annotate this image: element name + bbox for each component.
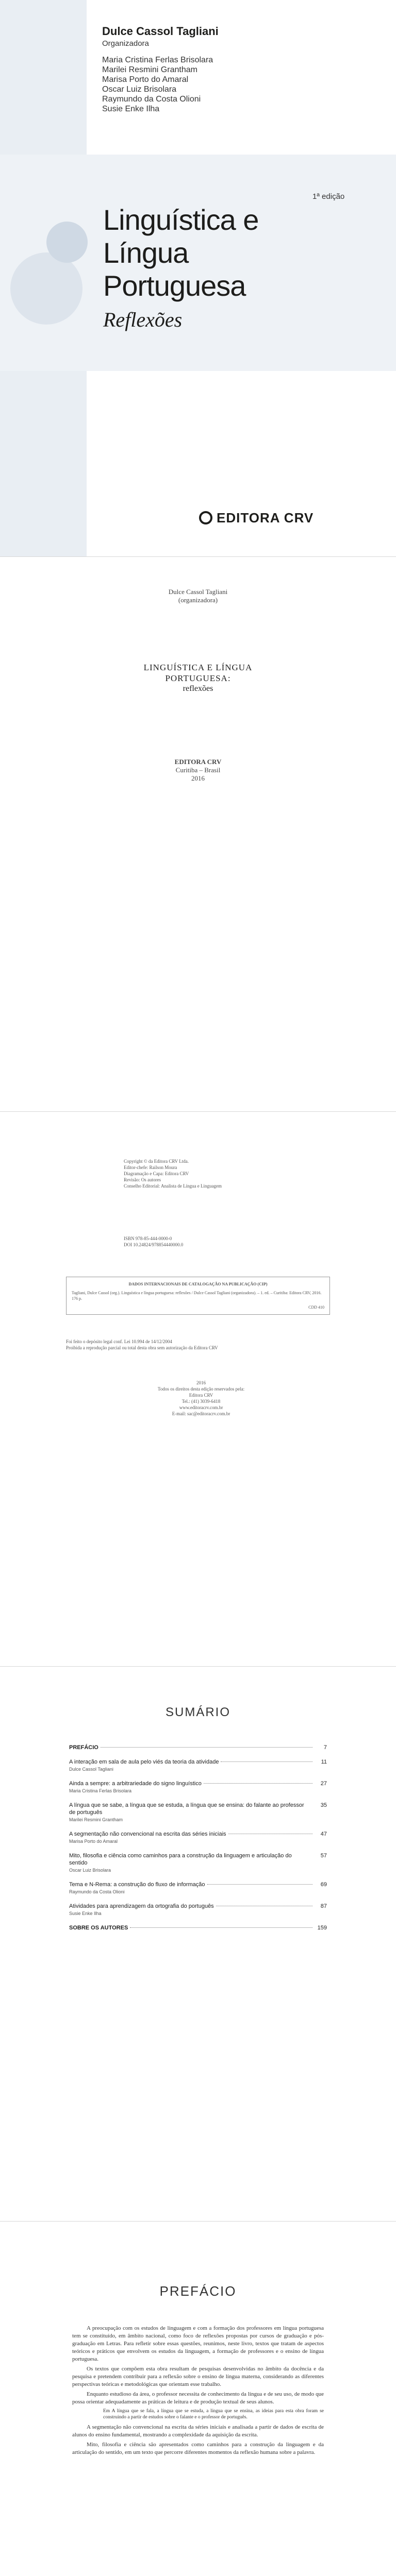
toc-entry-page: 27: [320, 1781, 327, 1787]
credit-line: Diagramação e Capa: Editora CRV: [124, 1171, 189, 1176]
book-cover: [0, 0, 396, 556]
toc-entry[interactable]: [69, 1780, 327, 1794]
coorganizer: Maria Cristina Ferlas Brisolara: [102, 56, 213, 64]
toc-list: [69, 1744, 327, 1939]
title-page-organizer-label: (organizadora): [178, 596, 218, 604]
toc-entry-title: A segmentação não convencional na escrita das séries iniciais: [69, 1831, 226, 1837]
reproduction-notice: Proibida a reprodução parcial ou total desta obra sem autorização da Editora CRV: [66, 1345, 218, 1350]
contact-line: www.editoracrv.com.br: [179, 1405, 223, 1410]
title-page-title-line2: PORTUGUESA:: [165, 673, 231, 683]
toc-entry[interactable]: [69, 1744, 327, 1751]
coorganizer: Raymundo da Costa Olioni: [102, 95, 201, 104]
contact-line: E-mail: sac@editoracrv.com.br: [172, 1411, 230, 1416]
copyright: Copyright © da Editora CRV Ltda.: [124, 1159, 189, 1164]
organizer-label: Organizadora: [102, 39, 149, 48]
toc-entry[interactable]: [69, 1802, 327, 1823]
toc-entry-page: 69: [320, 1882, 327, 1888]
contact-line: Todos os direitos desta edição reservados pela:: [157, 1386, 245, 1392]
preface-paragraph: A preocupação com os estudos de linguagem e com a formação dos professores em língua portuguesa tem se constituído, em âmbito nacional, como foco de reflexões propostas por cursos de graduação e pós-graduação em Letras. Para refletir sobre essas questões, reunimos, neste livro, textos que tratam de aspectos teóricos e práticos que envolvem os estudos da linguagem, a formação de professores e o ensino de língua portuguesa.: [72, 2325, 324, 2362]
coorganizer: Marilei Resmini Grantham: [102, 65, 197, 74]
cover-title-block: [103, 204, 325, 332]
toc-entry[interactable]: [69, 1758, 327, 1773]
preface-paragraph: A segmentação não convencional na escrita da séries iniciais e analisada a partir de dados de escrita de alunos do ensino fundamental, mostrando a complexidade da aquisição da escrita.: [72, 2424, 324, 2438]
credit-line: Editor-chefe: Railson Moura: [124, 1165, 177, 1170]
publisher-logo-icon: [199, 511, 212, 524]
title-page: [0, 557, 396, 1111]
edition-label: 1ª edição: [312, 192, 345, 201]
legal-deposit: Foi feito o depósito legal conf. Lei 10.994 de 14/12/2004: [66, 1339, 172, 1344]
title-page-year: 2016: [191, 774, 205, 782]
title-page-city: Curitiba – Brasil: [175, 766, 221, 774]
toc-entry-author: Maria Cristina Ferlas Brisolara: [69, 1788, 132, 1793]
toc-entry-title: Tema e N-Rema: a construção do fluxo de informação: [69, 1882, 205, 1888]
toc-entry-page: 87: [320, 1903, 327, 1909]
title-page-organizer: Dulce Cassol Tagliani: [168, 588, 228, 596]
toc-entry-title: PREFÁCIO: [69, 1744, 98, 1751]
toc-entry-author: Raymundo da Costa Olioni: [69, 1889, 125, 1894]
toc-entry-author: Susie Enke Ilha: [69, 1911, 102, 1916]
toc-entry-page: 47: [320, 1831, 327, 1837]
preface-quote: Em A língua que se fala, a língua que se estuda, a língua que se ensina, as ideias para esta obra foram se construindo a partir de estudos sobre o falante e o professor de português.: [103, 2409, 324, 2420]
toc-entry-title: A interação em sala de aula pelo viés da teoria da atividade: [69, 1759, 219, 1765]
isbn: ISBN 978-85-444-0000-0: [124, 1236, 172, 1241]
table-of-contents: [0, 1667, 396, 2221]
toc-entry-title: Ainda a sempre: a arbitrariedade do signo linguístico: [69, 1781, 202, 1787]
toc-entry-page: 7: [323, 1744, 327, 1751]
title-page-title-line1: LINGUÍSTICA E LÍNGUA: [143, 663, 253, 672]
publisher-logo-text: EDITORA CRV: [217, 510, 314, 526]
coorganizer: Oscar Luiz Brisolara: [102, 85, 177, 94]
toc-entry-page: 35: [320, 1802, 327, 1808]
cip-box: [66, 1277, 330, 1315]
toc-entry-title: A língua que se sabe, a língua que se estuda, a língua que se ensina: do falante ao professor de português: [69, 1802, 304, 1816]
toc-entry-page: 57: [320, 1853, 327, 1859]
preface-page: [0, 2222, 396, 2576]
book-title: Linguística e Língua Portuguesa: [103, 204, 259, 302]
contact-year: 2016: [196, 1380, 206, 1385]
isbn-block: [124, 1235, 278, 1248]
credit-line: Conselho Editorial: Analista de Língua e Linguagem: [124, 1183, 222, 1189]
toc-entry[interactable]: [69, 1831, 327, 1845]
toc-entry-author: Oscar Luiz Brisolara: [69, 1868, 111, 1873]
preface-paragraph: Mito, filosofia e ciência são apresentados como caminhos para a construção da linguagem e da articulação do sentido, em um texto que percorre diferentes momentos da reflexão humana sobre a palavra.: [72, 2442, 324, 2455]
toc-entry-author: Marisa Porto do Amaral: [69, 1839, 118, 1844]
coorganizer: Susie Enke Ilha: [102, 105, 160, 113]
preface-paragraph: Os textos que compõem esta obra resultam de pesquisas desenvolvidas no âmbito da docência e da pesquisa e pretendem contribuir para a reflexão sobre o ensino de língua materna, considerando as diferentes perspectivas teóricas e metodológicas que orientam esse trabalho.: [72, 2366, 324, 2387]
preface-body: [72, 2325, 324, 2459]
doi: DOI 10.24824/978854440000.0: [124, 1242, 184, 1247]
credit-line: Revisão: Os autores: [124, 1177, 161, 1182]
toc-title: SUMÁRIO: [165, 1705, 230, 1719]
toc-entry[interactable]: [69, 1903, 327, 1917]
contact-block: [124, 1380, 278, 1417]
book-subtitle: Reflexões: [103, 308, 183, 331]
legal-block: [66, 1338, 330, 1351]
publisher-logo: [199, 510, 314, 526]
contact-line: Editora CRV: [189, 1393, 213, 1398]
title-page-publisher: EDITORA CRV: [174, 758, 222, 766]
toc-entry[interactable]: [69, 1881, 327, 1895]
toc-entry-title: Mito, filosofia e ciência como caminhos para a construção da linguagem e articulação do sentido: [69, 1853, 292, 1866]
preface-paragraph: Enquanto estudioso da área, o professor necessita de conhecimento da língua e de seu uso, de modo que possa orientar adequadamente as práticas de leitura e de produção textual de seus alunos.: [72, 2391, 324, 2405]
organizer-name: Dulce Cassol Tagliani: [102, 25, 219, 38]
contact-line: Tel.: (41) 3039-6418: [182, 1399, 221, 1404]
cip-title: DADOS INTERNACIONAIS DE CATALOGAÇÃO NA PUBLICAÇÃO (CIP): [128, 1282, 268, 1286]
toc-entry-title: SOBRE OS AUTORES: [69, 1925, 128, 1931]
cip-body: Tagliani, Dulce Cassol (org.). Linguística e língua portuguesa: reflexões / Dulce Cassol Tagliani (organizadora). – 1. ed. – Curitiba: Editora CRV, 2016. 176 p.: [72, 1291, 322, 1301]
toc-entry[interactable]: [69, 1852, 327, 1874]
toc-entry[interactable]: [69, 1924, 327, 1931]
toc-entry-page: 11: [321, 1759, 327, 1765]
coorganizer: Marisa Porto do Amaral: [102, 75, 189, 84]
cover-authors: [102, 25, 308, 114]
credits-page: [0, 1112, 396, 1666]
preface-title: PREFÁCIO: [159, 2283, 237, 2299]
toc-entry-author: Marilei Resmini Grantham: [69, 1817, 123, 1822]
toc-entry-page: 159: [317, 1925, 327, 1931]
title-page-subtitle: reflexões: [183, 684, 213, 693]
credits-block: [124, 1158, 278, 1189]
cdd: CDD 410: [308, 1305, 324, 1310]
toc-entry-author: Dulce Cassol Tagliani: [69, 1767, 113, 1772]
toc-entry-title: Atividades para aprendizagem da ortografia do português: [69, 1903, 214, 1909]
